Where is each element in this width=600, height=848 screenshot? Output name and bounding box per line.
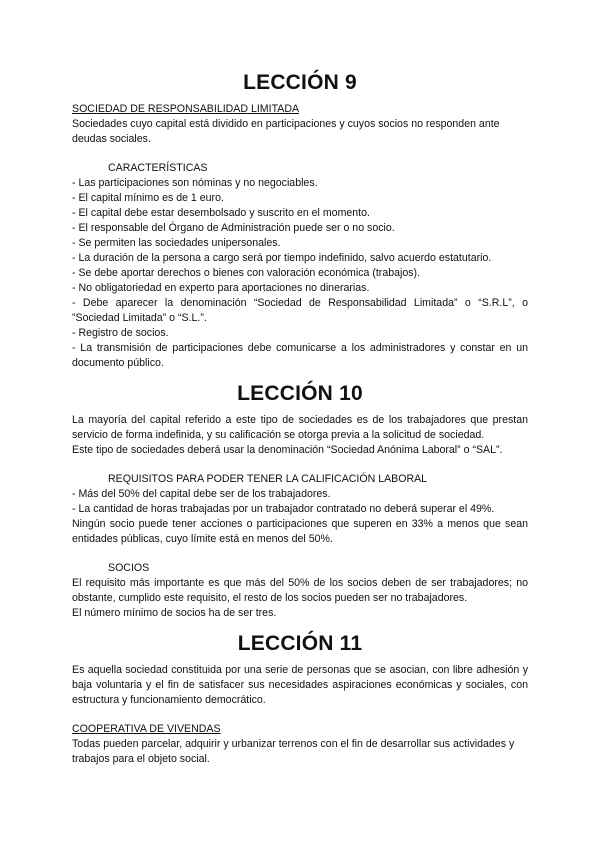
lesson-10-requirements-note: Ningún socio puede tener acciones o participaciones que superen en 33% a menos que sean entidades públicas, cuyo límite está en menos del 50%. [72, 518, 528, 545]
list-item: - Más del 50% del capital debe ser de los trabajadores. [72, 488, 331, 500]
list-item: - La cantidad de horas trabajadas por un trabajador contratado no deberá superar el 49%. [72, 503, 495, 515]
list-item: - El capital debe estar desembolsado y suscrito en el momento. [72, 207, 370, 219]
lesson-10-partners-title: SOCIOS [108, 562, 150, 574]
spacer [72, 708, 528, 722]
lesson-9-title: LECCIÓN 9 [243, 71, 357, 94]
lesson-9-intro: Sociedades cuyo capital está dividido en participaciones y cuyos socios no responden ante deudas sociales. [72, 118, 500, 145]
lesson-9-features-title: CARACTERÍSTICAS [108, 162, 208, 174]
lesson-9-subtitle: SOCIEDAD DE RESPONSABILIDAD LIMITADA [72, 103, 300, 115]
document-body [72, 70, 528, 767]
list-item: - El capital mínimo es de 1 euro. [72, 192, 224, 204]
lesson-10-requirements-list [72, 487, 528, 517]
lesson-10-intro-1: La mayoría del capital referido a este tipo de sociedades es de los trabajadores que prestan servicio de forma indefinida, y su calificación se otorga previa a la solicitud de sociedad. [72, 414, 528, 441]
list-item: - Las participaciones son nóminas y no negociables. [72, 177, 318, 189]
list-item: - La duración de la persona a cargo será por tiempo indefinido, salvo acuerdo estatutario. [72, 252, 492, 264]
lesson-10-title: LECCIÓN 10 [237, 382, 363, 405]
lesson-11-housing-title: COOPERATIVA DE VIVENDAS [72, 723, 221, 735]
list-item: - Debe aparecer la denominación “Sociedad de Responsabilidad Limitada” o “S.R.L”, o ”Sociedad Limitada” o “S.L.”. [72, 297, 528, 324]
list-item: - No obligatoriedad en experto para aportaciones no dinerarias. [72, 282, 370, 294]
list-item: - La transmisión de participaciones debe comunicarse a los administradores y constar en un documento público. [72, 342, 528, 369]
lesson-10-partners-minimum: El número mínimo de socios ha de ser tres. [72, 607, 277, 619]
lesson-10-requirements-title: REQUISITOS PARA PODER TENER LA CALIFICACIÓN LABORAL [108, 473, 428, 485]
list-item: - Registro de socios. [72, 327, 169, 339]
lesson-10-partners-text: El requisito más importante es que más del 50% de los socios deben de ser trabajadores; no obstante, cumplido este requisito, el resto de los socios pueden ser no trabajadores. [72, 577, 528, 604]
lesson-11-housing-text: Todas pueden parcelar, adquirir y urbanizar terrenos con el fin de desarrollar sus actividades y trabajos para el objeto social. [72, 738, 515, 765]
list-item: - Se permiten las sociedades unipersonales. [72, 237, 281, 249]
list-item: - El responsable del Órgano de Administración puede ser o no socio. [72, 222, 395, 234]
lesson-11-intro: Es aquella sociedad constituida por una serie de personas que se asocian, con libre adhesión y baja voluntaria y el fin de satisfacer sus necesidades aspiraciones económicas y sociales, con estructura y funcionamiento democrático. [72, 664, 528, 706]
lesson-9-features-list [72, 176, 528, 371]
list-item: - Se debe aportar derechos o bienes con valoración económica (trabajos). [72, 267, 421, 279]
lesson-11-title: LECCIÓN 11 [237, 632, 363, 655]
lesson-10-intro-2: Este tipo de sociedades deberá usar la denominación “Sociedad Anónima Laboral” o “SAL”. [72, 444, 503, 456]
